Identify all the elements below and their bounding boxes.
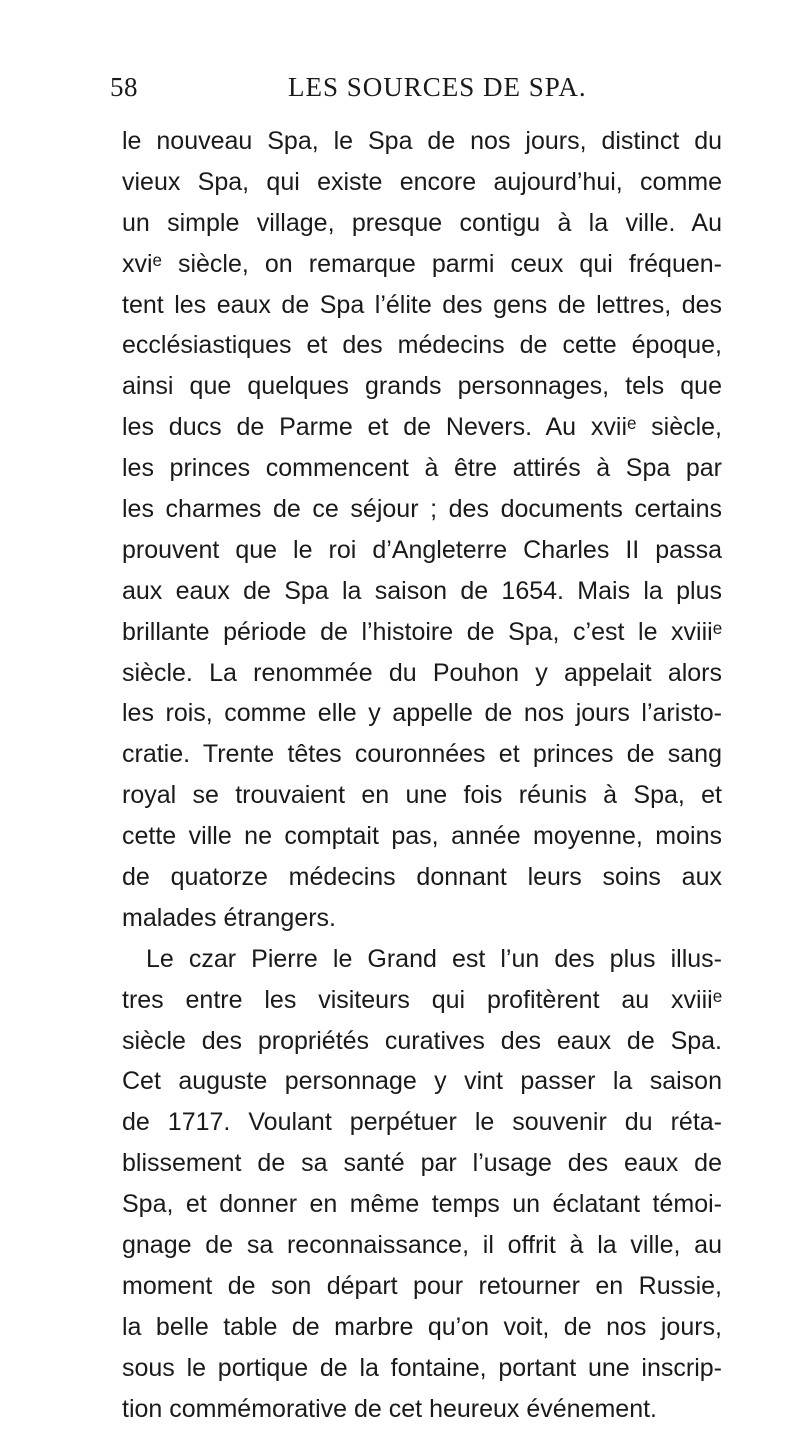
- text-line: gnage de sa reconnaissance, il offrit à la ville, au: [122, 1231, 722, 1260]
- text-line: aux eaux de Spa la saison de 1654. Mais la plus: [122, 576, 722, 605]
- text-line: sous le portique de la fontaine, portant une inscrip-: [122, 1353, 722, 1382]
- text-line: un simple village, presque contigu à la ville. Au: [122, 208, 722, 237]
- text-line: tent les eaux de Spa l’élite des gens de lettres, des: [122, 290, 722, 319]
- text-line: siècle des propriétés curatives des eaux de Spa.: [122, 1026, 722, 1055]
- text-line: cette ville ne comptait pas, année moyenne, moins: [122, 822, 722, 851]
- text-line: Le czar Pierre le Grand est l’un des plus illus-: [146, 944, 722, 973]
- text-line: siècle. La renommée du Pouhon y appelait alors: [122, 658, 722, 687]
- text-line: brillante période de l’histoire de Spa, c’est le xviiiᵉ: [122, 617, 722, 646]
- text-line: le nouveau Spa, le Spa de nos jours, distinct du: [122, 127, 722, 155]
- text-line: tion commémorative de cet heureux événement.: [122, 1394, 657, 1423]
- text-line: de quatorze médecins donnant leurs soins aux: [122, 863, 722, 892]
- text-line: Spa, et donner en même temps un éclatant témoi-: [122, 1190, 722, 1219]
- text-line: ecclésiastiques et des médecins de cette époque,: [122, 331, 722, 360]
- text-line: Cet auguste personnage y vint passer la saison: [122, 1067, 722, 1096]
- text-line: les ducs de Parme et de Nevers. Au xviiᵉ siècle,: [122, 413, 722, 442]
- text-line: prouvent que le roi d’Angleterre Charles II passa: [122, 535, 722, 564]
- text-line: ainsi que quelques grands personnages, tels que: [122, 372, 722, 401]
- text-line: malades étrangers.: [122, 903, 337, 932]
- text-line: moment de son départ pour retourner en Russie,: [122, 1271, 722, 1300]
- page-number: 58: [110, 72, 138, 102]
- text-line: les princes commencent à être attirés à Spa par: [122, 454, 722, 483]
- text-line: royal se trouvaient en une fois réunis à Spa, et: [122, 781, 722, 810]
- text-line: xviᵉ siècle, on remarque parmi ceux qui fréquen-: [122, 249, 722, 278]
- text-line: de 1717. Voulant perpétuer le souvenir du réta-: [122, 1108, 722, 1137]
- text-line: cratie. Trente têtes couronnées et princes de sang: [122, 740, 722, 769]
- body-text: [122, 121, 722, 1430]
- text-line: les charmes de ce séjour ; des documents certains: [122, 495, 722, 524]
- running-title: LES SOURCES DE SPA.: [288, 72, 587, 102]
- text-line: la belle table de marbre qu’on voit, de nos jours,: [122, 1312, 722, 1341]
- text-line: blissement de sa santé par l’usage des eaux de: [122, 1149, 722, 1178]
- text-line: vieux Spa, qui existe encore aujourd’hui, comme: [122, 167, 722, 196]
- text-line: les rois, comme elle y appelle de nos jours l’aristo-: [122, 699, 722, 728]
- running-head: [110, 72, 710, 112]
- text-line: tres entre les visiteurs qui profitèrent au xviiiᵉ: [122, 985, 722, 1014]
